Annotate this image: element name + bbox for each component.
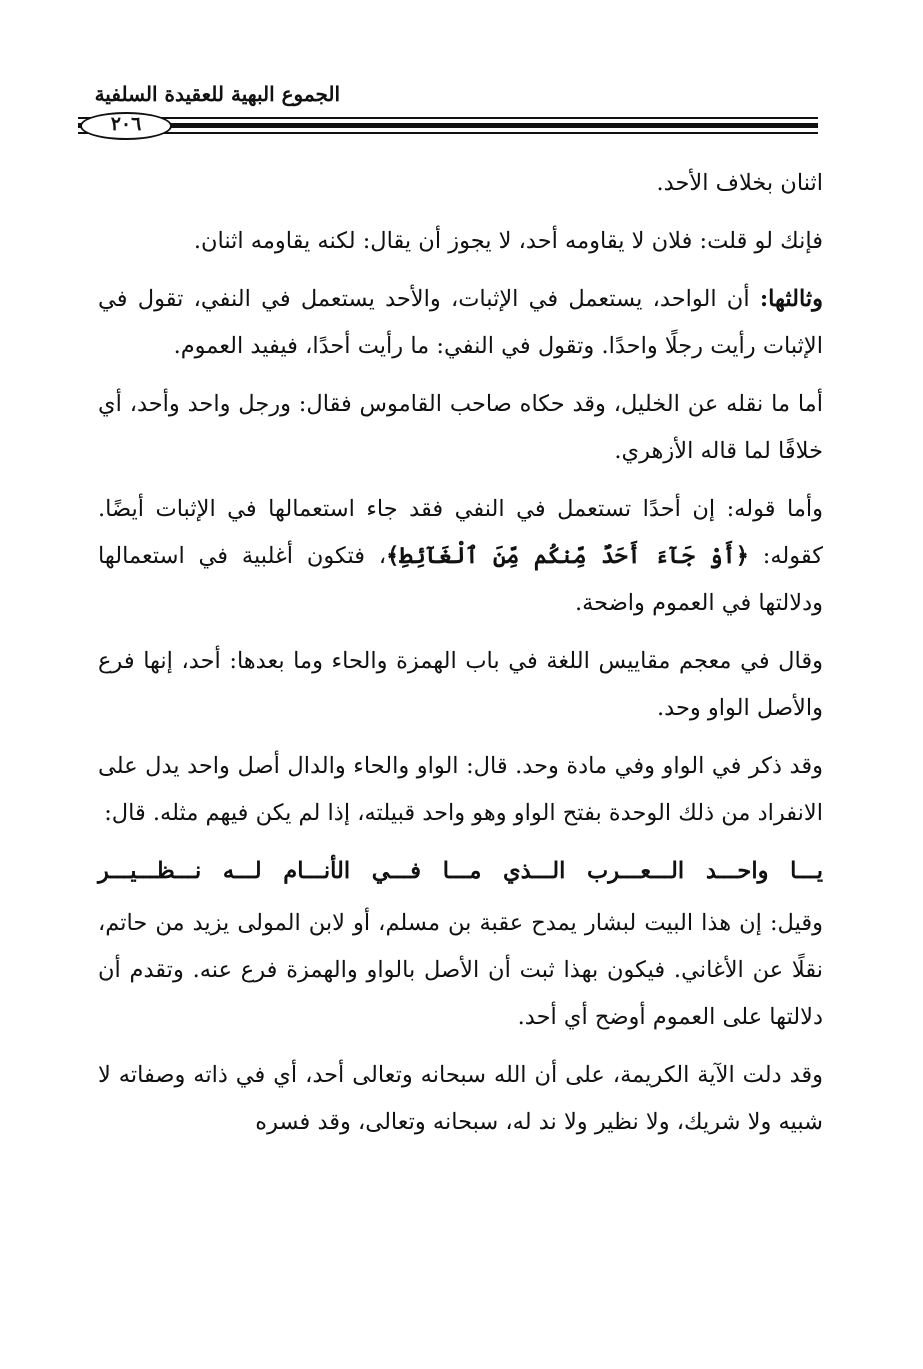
header-rule-middle (78, 123, 818, 128)
paragraph-3-lead: وثالثها: (759, 286, 823, 312)
poem-verse: يـــا واحـــد الـــعـــرب الـــذي مـــا فـــي الأنـــام لـــه نـــظـــيـــر (98, 858, 823, 884)
paragraph-5-before: وأما قوله: إن أحدًا تستعمل في النفي فقد جاء استعمالها في الإثبات أيضًا. كقوله: (98, 496, 823, 569)
paragraph-9: وقد دلت الآية الكريمة، على أن الله سبحانه وتعالى أحد، أي في ذاته وصفاته لا شبيه ولا شريك، ولا نظير ولا ند له، سبحانه وتعالى، وقد فسره (98, 1062, 823, 1135)
page-number-badge (80, 112, 172, 140)
paragraph-7: وقد ذكر في الواو وفي مادة وحد. قال: الواو والحاء والدال أصل واحد يدل على الانفراد من ذلك الوحدة بفتح الواو وهو واحد قبيلته، إذا لم يكن فيهم مثله. قال: (98, 753, 823, 826)
paragraph-1: اثنان بخلاف الأحد. (656, 170, 823, 196)
quran-verse: ﴿أَوْ جَآءَ أَحَدٌ مِّنكُم مِّنَ ٱلْغَآئِطِ﴾ (386, 543, 749, 569)
body-text (98, 160, 823, 1157)
paragraph-4: أما ما نقله عن الخليل، وقد حكاه صاحب القاموس فقال: ورجل واحد وأحد، أي خلافًا لما قاله الأزهري. (98, 391, 823, 464)
paragraph-5-after: ، فتكون أغلبية في استعمالها ودلالتها في العموم واضحة. (98, 543, 823, 616)
paragraph-8: وقيل: إن هذا البيت لبشار يمدح عقبة بن مسلم، أو لابن المولى يزيد من حاتم، نقلًا عن الأغاني. فيكون بهذا ثبت أن الأصل بالواو والهمزة فرع عنه. وتقدم أن دلالتها على العموم أوضح أي أحد. (98, 910, 823, 1030)
page-number: ٢٠٦ (110, 113, 142, 135)
paragraph-3 (98, 276, 823, 370)
running-title: الجموع البهية للعقيدة السلفية (94, 82, 340, 106)
paragraph-3-text: أن الواحد، يستعمل في الإثبات، والأحد يستعمل في النفي، تقول في الإثبات رأيت رجلًا واحدًا. وتقول في النفي: ما رأيت أحدًا، فيفيد العموم. (98, 286, 823, 359)
paragraph-5 (98, 486, 823, 627)
header-rule-top (78, 117, 818, 119)
header-rule-bottom (78, 132, 818, 134)
paragraph-2: فإنك لو قلت: فلان لا يقاومه أحد، لا يجوز أن يقال: لكنه يقاومه اثنان. (193, 228, 823, 254)
paragraph-6: وقال في معجم مقاييس اللغة في باب الهمزة والحاء وما بعدها: أحد، إنها فرع والأصل الواو وحد. (98, 648, 823, 721)
